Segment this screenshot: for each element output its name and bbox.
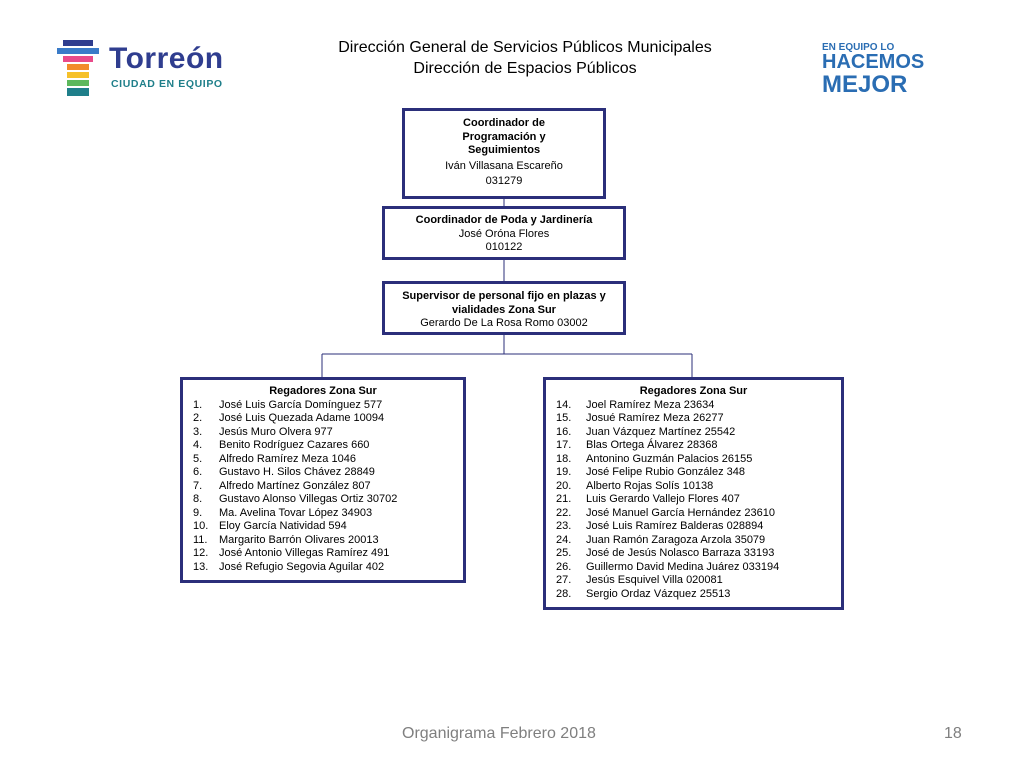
supervisor-zona-sur-box <box>382 281 626 335</box>
list-item-number: 1. <box>193 398 203 411</box>
list-item-number: 21. <box>556 493 572 505</box>
list-item <box>556 507 831 521</box>
list-item-number: 12. <box>193 547 209 559</box>
list-item-number: 18. <box>556 452 572 465</box>
list-item <box>556 480 831 494</box>
list-item-number: 15. <box>556 412 572 424</box>
list-item-text: Alberto Rojas Solís 10138 <box>586 479 714 492</box>
box1-title1: Coordinador de <box>463 117 545 129</box>
list-item-number: 11. <box>193 533 208 546</box>
list-item <box>193 480 453 494</box>
logo-subtitle: CIUDAD EN EQUIPO <box>111 78 223 90</box>
list-item-text: Eloy García Natividad 594 <box>219 520 347 532</box>
list-item <box>193 412 453 426</box>
list-item <box>193 507 453 521</box>
page-header <box>300 37 750 79</box>
list-item-text: José Luis Ramírez Balderas 028894 <box>586 520 764 532</box>
list-item-number: 22. <box>556 506 572 519</box>
torreon-logo <box>55 40 255 100</box>
list-item-text: Margarito Barrón Olivares 20013 <box>219 533 379 546</box>
list-item <box>193 426 453 440</box>
list-item <box>556 399 831 413</box>
box1-title2: Programación y <box>462 130 546 143</box>
box3-name: Gerardo De La Rosa Romo 03002 <box>420 317 588 329</box>
coordinator-pruning-box <box>382 206 626 260</box>
list-item-text: Joel Ramírez Meza 23634 <box>586 398 715 411</box>
list-item <box>193 439 453 453</box>
box3-title1: Supervisor de personal fijo en plazas y <box>402 290 606 302</box>
list-item-text: José Refugio Segovia Aguilar 402 <box>219 560 385 573</box>
list-item-number: 16. <box>556 425 572 438</box>
list-item-text: Josué Ramírez Meza 26277 <box>586 412 724 424</box>
logo-title: Torreón <box>109 42 224 75</box>
logo-right-line2: HACEMOS <box>822 51 925 73</box>
page-number: 18 <box>944 725 962 742</box>
header-line2: Dirección de Espacios Públicos <box>413 60 637 77</box>
list-item <box>193 520 453 534</box>
list-item-text: Jesús Esquivel Villa 020081 <box>586 574 723 586</box>
list-item-text: Guillermo David Medina Juárez 033194 <box>586 560 780 573</box>
list-item-text: Sergio Ordaz Vázquez 25513 <box>586 587 731 600</box>
list-item-text: José Luis Quezada Adame 10094 <box>219 412 385 424</box>
list-item-number: 9. <box>193 506 203 519</box>
list-item-text: Benito Rodríguez Cazares 660 <box>219 439 370 451</box>
logo-right-line1: EN EQUIPO LO <box>822 42 895 53</box>
list-item <box>556 439 831 453</box>
list-item <box>556 453 831 467</box>
list-item-number: 19. <box>556 466 572 478</box>
box3-title2: vialidades Zona Sur <box>452 303 556 316</box>
list-item-text: José de Jesús Nolasco Barraza 33193 <box>586 547 775 559</box>
list-item <box>556 561 831 575</box>
list-item <box>556 412 831 426</box>
list-item-text: Alfredo Ramírez Meza 1046 <box>219 452 356 465</box>
list-item-text: Luis Gerardo Vallejo Flores 407 <box>586 493 740 505</box>
list-item-number: 23. <box>556 520 572 532</box>
list-item-text: Antonino Guzmán Palacios 26155 <box>586 452 753 465</box>
list-item-number: 17. <box>556 439 572 451</box>
box2-name: José Oróna Flores <box>458 227 550 240</box>
list-item-number: 6. <box>193 466 203 478</box>
list-item <box>556 426 831 440</box>
list-item-text: Ma. Avelina Tovar López 34903 <box>219 506 373 519</box>
list-item-text: Alfredo Martínez González 807 <box>219 479 371 492</box>
box1-code: 031279 <box>485 175 523 187</box>
list-item <box>193 534 453 548</box>
list-item-text: Juan Vázquez Martínez 25542 <box>586 425 736 438</box>
list-item-number: 2. <box>193 412 203 424</box>
list-item <box>556 588 831 602</box>
list-item <box>193 493 453 507</box>
left-box-title: Regadores Zona Sur <box>269 385 377 397</box>
list-item <box>556 493 831 507</box>
list-item-number: 5. <box>193 452 203 465</box>
coordinator-programming-box <box>402 108 606 199</box>
list-item-number: 7. <box>193 479 203 492</box>
box1-title3: Seguimientos <box>467 144 541 156</box>
regadores-left-box <box>180 377 466 583</box>
list-item <box>193 399 453 413</box>
list-item-number: 14. <box>556 398 572 411</box>
list-item-number: 8. <box>193 493 203 505</box>
list-item <box>556 466 831 480</box>
list-item-text: José Antonio Villegas Ramírez 491 <box>219 547 390 559</box>
list-item-number: 10. <box>193 520 209 532</box>
list-item <box>556 574 831 588</box>
list-item <box>193 547 453 561</box>
box2-title: Coordinador de Poda y Jardinería <box>415 214 593 226</box>
right-box-title: Regadores Zona Sur <box>639 385 748 397</box>
left-box-list <box>183 399 463 575</box>
box2-code: 010122 <box>485 241 523 253</box>
list-item-text: Gustavo H. Silos Chávez 28849 <box>219 466 375 478</box>
list-item-number: 24. <box>556 533 572 546</box>
list-item <box>193 561 453 575</box>
header-line1: Dirección General de Servicios Públicos Municipales <box>338 39 712 56</box>
right-box-list <box>546 399 841 602</box>
footer-text: Organigrama Febrero 2018 <box>402 725 596 742</box>
hacemos-mejor-logo <box>822 42 932 98</box>
box1-name: Iván Villasana Escareño <box>445 159 563 172</box>
list-item-text: Jesús Muro Olvera 977 <box>219 425 333 438</box>
castle-icon <box>55 40 101 98</box>
logo-right-line3: MEJOR <box>822 71 908 98</box>
list-item-number: 25. <box>556 547 572 559</box>
list-item <box>193 453 453 467</box>
list-item <box>556 520 831 534</box>
list-item-text: Blas Ortega Álvarez 28368 <box>586 439 718 451</box>
list-item-text: Juan Ramón Zaragoza Arzola 35079 <box>586 533 766 546</box>
list-item-number: 4. <box>193 439 203 451</box>
list-item-number: 27. <box>556 574 572 586</box>
list-item-text: José Felipe Rubio González 348 <box>586 466 745 478</box>
list-item <box>556 547 831 561</box>
regadores-right-box <box>543 377 844 610</box>
list-item-number: 13. <box>193 560 209 573</box>
list-item-text: José Luis García Domínguez 577 <box>219 398 383 411</box>
list-item <box>193 466 453 480</box>
list-item-text: Gustavo Alonso Villegas Ortiz 30702 <box>219 493 398 505</box>
list-item-number: 3. <box>193 425 203 438</box>
list-item-number: 26. <box>556 560 572 573</box>
list-item-text: José Manuel García Hernández 23610 <box>586 506 775 519</box>
list-item-number: 28. <box>556 587 572 600</box>
list-item <box>556 534 831 548</box>
list-item-number: 20. <box>556 479 572 492</box>
